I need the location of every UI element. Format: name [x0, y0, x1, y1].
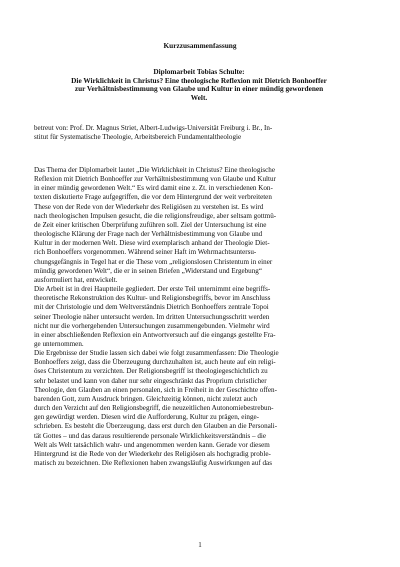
- body-line: Kultur in der modernen Welt. Diese wird exemplarisch anhand der Theologie Diet-: [34, 239, 270, 248]
- summary-body: [34, 166, 370, 468]
- thesis-title: [36, 68, 362, 102]
- body-line: in einer mündig gewordenen Welt.“ Es wird damit eine z. Zt. in verschiedenen Kon-: [34, 184, 273, 193]
- body-line: mündig gewordenen Welt“, die er in seinen Briefen „Widerstand und Ergebung“: [34, 266, 262, 275]
- body-line: theologische Klärung der Frage nach der Verhältnisbestimmung von Glaube und: [34, 230, 263, 239]
- title-line: zur Verhältnisbestimmung von Glaube und Kultur in einer mündig gewordenen: [74, 84, 324, 94]
- body-line: chungsgefängnis in Tegel hat er die These vom „religionslosen Christentum in einer: [34, 257, 273, 266]
- body-line: Die Arbeit ist in drei Hauptteile gegliedert. Der erste Teil unternimmt eine begriffs-: [34, 285, 271, 294]
- body-line: Das Thema der Diplomarbeit lautet „Die Wirklichkeit in Christus? Eine theologische: [34, 166, 275, 174]
- title-line: Diplomarbeit Tobias Schulte:: [153, 67, 245, 76]
- supervisor-line: betreut von: Prof. Dr. Magnus Striet, Albert-Ludwigs-Universität Freiburg i. Br., In-: [34, 124, 273, 132]
- body-line: ge unternommen.: [34, 339, 84, 348]
- body-line: ausformuliert hat, entwickelt.: [34, 275, 118, 284]
- body-line: nach theologischen Impulsen gesucht, die die religionsfreudige, aber seltsam gottmü-: [34, 211, 277, 220]
- body-line: durch den Verzicht auf den Religionsbegriff, die neuzeitlichen Autonomiebestrebun-: [34, 404, 274, 413]
- body-line: Bonhoeffers zeigt, dass die Überzeugung durchzuhalten ist, auch heute auf ein religi-: [34, 358, 276, 367]
- body-line: mit der Christologie und dem Weltverständnis Dietrich Bonhoeffers zentrale Topoi: [34, 303, 269, 312]
- body-line: barenden Gott, zum Ausdruck bringen. Gleichzeitig können, nicht zuletzt auch: [34, 394, 257, 403]
- body-line: Reflexion mit Dietrich Bonhoeffer zur Verhältnisbestimmung von Glaube und Kultur: [34, 175, 276, 184]
- body-line: Die Ergebnisse der Studie lassen sich dabei wie folgt zusammenfassen: Die Theologie: [34, 349, 279, 358]
- body-line: nicht nur die vorhergehenden Untersuchungen zusammengebunden. Vielmehr wird: [34, 321, 270, 330]
- body-line: These von der Rede von der Wiederkehr des Religiösen zu verstehen ist. Es wird: [34, 202, 264, 211]
- body-line: Hintergrund ist die Rede von der Wiederkehr des Religiösen als hochgradig proble-: [34, 449, 271, 458]
- body-line: seiner Theologie näher untersucht werden. Im dritten Untersuchungsschritt werden: [34, 312, 270, 321]
- body-line: Theologie, den Glauben an einen personalen, sich in Freiheit in der Geschichte offen-: [34, 385, 277, 394]
- title-line: Welt.: [190, 92, 208, 102]
- supervisor-line: stitut für Systematische Theologie, Arbeitsbereich Fundamentaltheologie: [34, 132, 242, 141]
- summary-heading: Kurzzusammenfassung: [163, 41, 237, 50]
- body-line: rich Bonhoeffers vorgenommen. Während seiner Haft im Wehrmachtsuntersu-: [34, 248, 257, 257]
- body-line: gen gewürdigt werden. Diesen wird die Aufforderung, Kultur zu prägen, einge-: [34, 413, 260, 422]
- body-line: in einer abschließenden Reflexion ein Antwortversuch auf die eingangs gestellte Fra-: [34, 330, 276, 339]
- title-line: Die Wirklichkeit in Christus? Eine theologische Reflexion mit Dietrich Bonhoeffer: [71, 75, 327, 85]
- body-line: Welt als Welt tatsächlich wahr- und angenommen werden kann. Gerade vor diesem: [34, 440, 270, 449]
- body-line: sehr belastet und kann von daher nur sehr eingeschränkt das Proprium christlicher: [34, 376, 267, 385]
- body-line: öses Christentum zu verzichten. Der Religionsbegriff ist theologiegeschichtlich zu: [34, 367, 268, 376]
- body-line: tät Gottes – und das daraus resultierende personale Wirklichkeitsverständnis – die: [34, 431, 267, 440]
- body-line: theoretische Rekonstruktion des Kultur- und Religionsbegriffs, bevor im Anschluss: [34, 294, 271, 303]
- supervisor-info: [34, 124, 370, 141]
- body-line: de Zeit einer kritischen Überprüfung zuführen soll. Ziel der Untersuchung ist eine: [34, 220, 267, 229]
- body-line: texten diskutierte Frage aufgegriffen, die vor dem Hintergrund der weit verbreiteten: [34, 193, 272, 202]
- body-line: schrieben. Es besteht die Überzeugung, dass erst durch den Glauben an die Personali-: [34, 422, 278, 431]
- body-line: matisch zu bezeichnen. Die Reflexionen haben zwangsläufig Auswirkungen auf das: [34, 459, 272, 467]
- page-number: 1: [198, 541, 202, 549]
